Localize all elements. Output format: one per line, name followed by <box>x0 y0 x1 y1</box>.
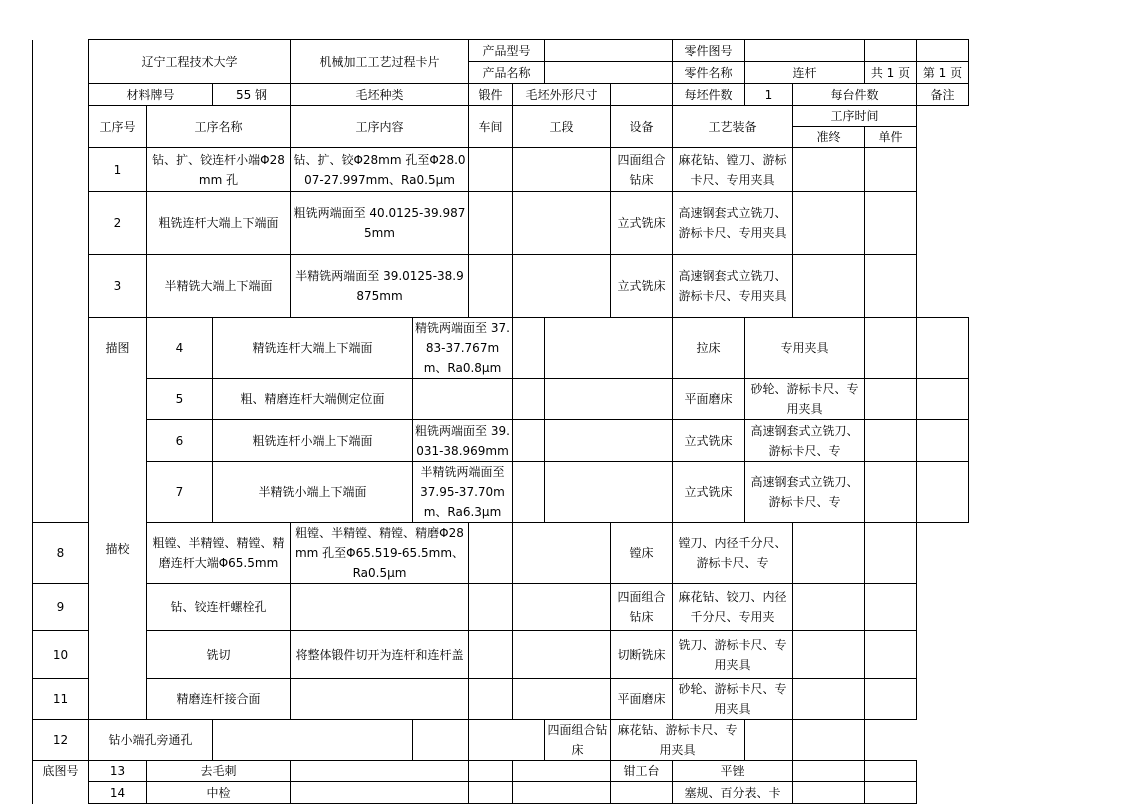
col-header-name: 工序名称 <box>147 106 291 148</box>
base-no-label: 底图号 <box>33 761 89 782</box>
op-tooling: 平锉 <box>673 761 793 782</box>
op-content: 钻、扩、铰Φ28mm 孔至Φ28.007-27.997mm、Ra0.5μm <box>291 148 469 192</box>
product-name-value[interactable] <box>545 62 673 84</box>
op-workshop <box>469 148 513 192</box>
op-tooling: 高速钢套式立铣刀、游标卡尺、专用夹具 <box>673 255 793 318</box>
op-unit-time <box>917 318 969 379</box>
op-no: 14 <box>89 782 147 804</box>
op-section <box>513 761 611 782</box>
op-tooling: 麻花钻、镗刀、游标卡尺、专用夹具 <box>673 148 793 192</box>
op-workshop <box>513 318 545 379</box>
col-header-workshop: 车间 <box>469 106 513 148</box>
col-header-unit: 单件 <box>865 127 917 148</box>
process-card-table <box>32 39 969 804</box>
part-name-value[interactable]: 连杆 <box>745 62 865 84</box>
op-unit-time <box>865 679 917 720</box>
op-name: 半精铣大端上下端面 <box>147 255 291 318</box>
op-tooling: 高速钢套式立铣刀、游标卡尺、专用夹具 <box>673 192 793 255</box>
col-header-prep: 准终 <box>793 127 865 148</box>
blank-type-label: 毛坯种类 <box>291 84 469 106</box>
blank-cell <box>865 40 917 62</box>
op-unit-time <box>865 523 917 584</box>
op-no: 5 <box>147 379 213 420</box>
op-no: 7 <box>147 462 213 523</box>
op-unit-time <box>865 631 917 679</box>
op-no: 9 <box>33 584 89 631</box>
op-section <box>513 148 611 192</box>
pieces-per-unit-label: 每台件数 <box>793 84 917 106</box>
op-no: 2 <box>89 192 147 255</box>
op-workshop <box>469 761 513 782</box>
op-prep-time <box>793 523 865 584</box>
op-tooling: 高速钢套式立铣刀、游标卡尺、专 <box>745 462 865 523</box>
product-model-value[interactable] <box>545 40 673 62</box>
part-drawing-label: 零件图号 <box>673 40 745 62</box>
op-section <box>513 255 611 318</box>
op-name: 粗、精磨连杆大端侧定位面 <box>213 379 413 420</box>
op-workshop <box>413 720 469 761</box>
op-tooling: 专用夹具 <box>745 318 865 379</box>
op-content <box>213 720 413 761</box>
table-row <box>33 720 969 761</box>
op-content <box>291 679 469 720</box>
op-content <box>291 584 469 631</box>
op-unit-time <box>865 782 917 804</box>
op-workshop <box>469 523 513 584</box>
op-prep-time <box>793 782 865 804</box>
op-tooling: 砂轮、游标卡尺、专用夹具 <box>745 379 865 420</box>
table-row <box>33 192 969 255</box>
table-row <box>33 782 969 804</box>
op-section <box>513 584 611 631</box>
op-prep-time <box>793 255 865 318</box>
op-no: 11 <box>33 679 89 720</box>
op-tooling: 高速钢套式立铣刀、游标卡尺、专 <box>745 420 865 462</box>
op-tooling: 塞规、百分表、卡 <box>673 782 793 804</box>
op-section <box>513 523 611 584</box>
op-section <box>545 318 673 379</box>
op-tooling: 麻花钻、铰刀、内径千分尺、专用夹 <box>673 584 793 631</box>
op-no: 12 <box>33 720 89 761</box>
op-unit-time <box>865 255 917 318</box>
table-row <box>33 584 969 631</box>
op-content: 精铣两端面至 37.83-37.767mm、Ra0.8μm <box>413 318 513 379</box>
op-name: 粗铣连杆小端上下端面 <box>213 420 413 462</box>
op-prep-time <box>865 379 917 420</box>
op-workshop <box>469 255 513 318</box>
material-label: 材料牌号 <box>89 84 213 106</box>
op-workshop <box>513 420 545 462</box>
op-prep-time <box>793 584 865 631</box>
op-equipment: 立式铣床 <box>673 420 745 462</box>
op-name: 粗镗、半精镗、精镗、精磨连杆大端Φ65.5mm <box>147 523 291 584</box>
op-content: 将整体锻件切开为连杆和连杆盖 <box>291 631 469 679</box>
op-equipment: 四面组合钻床 <box>545 720 611 761</box>
op-prep-time <box>793 631 865 679</box>
op-unit-time <box>793 720 865 761</box>
op-section <box>469 720 545 761</box>
blank-size-label: 毛坯外形尺寸 <box>513 84 611 106</box>
col-header-no: 工序号 <box>89 106 147 148</box>
product-model-label: 产品型号 <box>469 40 545 62</box>
op-no: 1 <box>89 148 147 192</box>
table-row <box>33 523 969 584</box>
op-equipment: 平面磨床 <box>673 379 745 420</box>
op-workshop <box>513 379 545 420</box>
op-prep-time <box>793 148 865 192</box>
op-no: 4 <box>147 318 213 379</box>
op-equipment: 拉床 <box>673 318 745 379</box>
op-prep-time <box>865 318 917 379</box>
blank-cell <box>917 40 969 62</box>
op-section <box>545 462 673 523</box>
table-row <box>33 631 969 679</box>
op-tooling: 铣刀、游标卡尺、专用夹具 <box>673 631 793 679</box>
op-equipment: 切断铣床 <box>611 631 673 679</box>
op-workshop <box>513 462 545 523</box>
op-no: 6 <box>147 420 213 462</box>
op-equipment: 立式铣床 <box>673 462 745 523</box>
col-header-content: 工序内容 <box>291 106 469 148</box>
op-section <box>513 631 611 679</box>
op-prep-time <box>793 679 865 720</box>
side-blank-bottom <box>33 782 89 804</box>
page-number: 第 1 页 <box>917 62 969 84</box>
trace-label: 描图 <box>89 318 147 379</box>
pieces-per-blank-value[interactable]: 1 <box>745 84 793 106</box>
op-content <box>291 761 469 782</box>
op-no: 10 <box>33 631 89 679</box>
op-prep-time <box>745 720 793 761</box>
op-content: 粗镗、半精镗、精镗、精磨Φ28mm 孔至Φ65.519-65.5mm、Ra0.5μm <box>291 523 469 584</box>
table-row <box>33 462 969 523</box>
op-content <box>291 782 469 804</box>
op-prep-time <box>865 462 917 523</box>
op-workshop <box>469 782 513 804</box>
op-unit-time <box>865 584 917 631</box>
card-title: 机械加工工艺过程卡片 <box>291 40 469 84</box>
op-name: 钻小端孔旁通孔 <box>89 720 213 761</box>
op-name: 去毛刺 <box>147 761 291 782</box>
col-header-equipment: 设备 <box>611 106 673 148</box>
op-equipment: 镗床 <box>611 523 673 584</box>
op-no: 3 <box>89 255 147 318</box>
blank-size-value[interactable] <box>611 84 673 106</box>
table-row <box>33 379 969 420</box>
op-unit-time <box>917 379 969 420</box>
op-unit-time <box>865 761 917 782</box>
op-unit-time <box>917 420 969 462</box>
check-label: 描校 <box>89 379 147 720</box>
op-tooling: 麻花钻、游标卡尺、专用夹具 <box>611 720 745 761</box>
university-name: 辽宁工程技术大学 <box>89 40 291 84</box>
table-row <box>33 679 969 720</box>
part-name-label: 零件名称 <box>673 62 745 84</box>
op-workshop <box>469 631 513 679</box>
table-row <box>33 148 969 192</box>
op-unit-time <box>917 462 969 523</box>
op-prep-time <box>793 761 865 782</box>
op-content <box>413 379 513 420</box>
op-equipment: 四面组合钻床 <box>611 584 673 631</box>
col-header-section: 工段 <box>513 106 611 148</box>
side-blank-top <box>33 40 89 523</box>
op-no: 13 <box>89 761 147 782</box>
op-tooling: 镗刀、内径千分尺、游标卡尺、专 <box>673 523 793 584</box>
op-section <box>513 782 611 804</box>
col-header-tooling: 工艺装备 <box>673 106 793 148</box>
op-name: 半精铣小端上下端面 <box>213 462 413 523</box>
table-row <box>33 420 969 462</box>
op-section <box>513 679 611 720</box>
op-content: 粗铣两端面至 40.0125-39.9875mm <box>291 192 469 255</box>
op-workshop <box>469 679 513 720</box>
op-content: 粗铣两端面至 39.031-38.969mm <box>413 420 513 462</box>
op-name: 钻、铰连杆螺栓孔 <box>147 584 291 631</box>
table-row <box>33 255 969 318</box>
op-equipment: 钳工台 <box>611 761 673 782</box>
op-section <box>513 192 611 255</box>
material-value[interactable]: 55 钢 <box>213 84 291 106</box>
op-unit-time <box>865 148 917 192</box>
op-equipment: 四面组合钻床 <box>611 148 673 192</box>
op-name: 中检 <box>147 782 291 804</box>
op-name: 精磨连杆接合面 <box>147 679 291 720</box>
total-pages: 共 1 页 <box>865 62 917 84</box>
op-unit-time <box>865 192 917 255</box>
table-row <box>33 761 969 782</box>
op-equipment: 立式铣床 <box>611 255 673 318</box>
op-section <box>545 379 673 420</box>
remark-label: 备注 <box>917 84 969 106</box>
op-name: 铣切 <box>147 631 291 679</box>
product-name-label: 产品名称 <box>469 62 545 84</box>
op-workshop <box>469 192 513 255</box>
part-drawing-value[interactable] <box>745 40 865 62</box>
col-header-time: 工序时间 <box>793 106 917 127</box>
op-prep-time <box>793 192 865 255</box>
op-equipment <box>611 782 673 804</box>
op-name: 粗铣连杆大端上下端面 <box>147 192 291 255</box>
op-workshop <box>469 584 513 631</box>
blank-type-value[interactable]: 锻件 <box>469 84 513 106</box>
op-name: 精铣连杆大端上下端面 <box>213 318 413 379</box>
op-name: 钻、扩、铰连杆小端Φ28mm 孔 <box>147 148 291 192</box>
op-content: 半精铣两端面至 39.0125-38.9875mm <box>291 255 469 318</box>
op-tooling: 砂轮、游标卡尺、专用夹具 <box>673 679 793 720</box>
op-content: 半精铣两端面至 37.95-37.70mm、Ra6.3μm <box>413 462 513 523</box>
op-equipment: 立式铣床 <box>611 192 673 255</box>
pieces-per-blank-label: 每坯件数 <box>673 84 745 106</box>
op-equipment: 平面磨床 <box>611 679 673 720</box>
op-prep-time <box>865 420 917 462</box>
table-row <box>33 318 969 379</box>
op-section <box>545 420 673 462</box>
op-no: 8 <box>33 523 89 584</box>
